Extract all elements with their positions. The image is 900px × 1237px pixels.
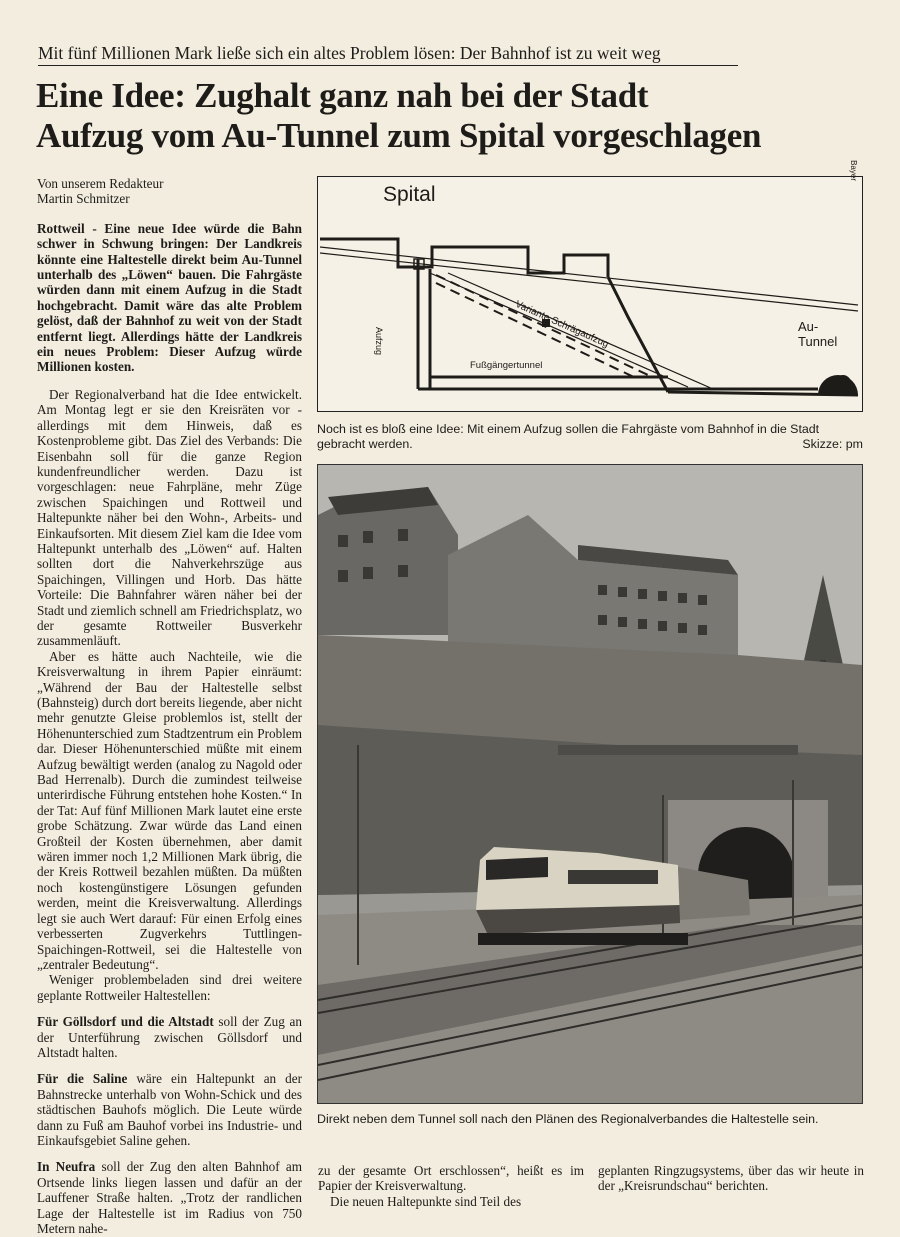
section-neufra — [37, 1159, 302, 1236]
section-saline-text: wäre ein Haltepunkt an der Bahnstrecke unterhalb von Wohn-Schick und des städtischen Bauhofs möglich. Die Leute würde dann zu Fuß am Bauhof vorbei ins Industrie- und Einkaufsgebiet Saline gehen. — [37, 1071, 302, 1148]
sketch-caption-credit: Skizze: pm — [802, 436, 863, 451]
column-3-paragraph: geplanten Ringzugsystems, über das wir heute in der „Kreisrundschau“ berichten. — [598, 1163, 864, 1194]
column-2-paragraph-1: zu der gesamte Ort erschlossen“, heißt es im Papier der Kreisverwaltung. — [318, 1163, 584, 1194]
section-goellsdorf-heading: Für Göllsdorf und die Altstadt — [37, 1014, 214, 1030]
lead-paragraph: Rottweil - Eine neue Idee würde die Bahn schwer in Schwung bringen: Der Landkreis könnte eine Haltestelle direkt beim Au-Tunnel unterhalb des „Löwen“ bauen. Die Fahrgäste würden dann mit einem Aufzug in die Stadt hochgebracht. Damit wäre das alte Problem gelöst, daß der Bahnhof zu weit von der Stadt entfernt liegt. Allerdings hätte der Landkreis ein neues Problem: Dieser Aufzug würde Millionen kosten. — [37, 220, 302, 375]
sketch-label-fussgaengertunnel: Fußgängertunnel — [470, 360, 543, 371]
tunnel-photo — [317, 464, 863, 1104]
headline-line-1: Eine Idee: Zughalt ganz nah bei der Stadt — [36, 76, 649, 115]
headline — [36, 76, 876, 156]
section-neufra-heading: In Neufra — [37, 1159, 96, 1175]
article-column-2 — [318, 1163, 584, 1209]
column-2-paragraph-2: Die neuen Haltepunkte sind Teil des — [330, 1193, 522, 1209]
byline-role: Von unserem Redakteur — [37, 176, 164, 191]
sketch-label-au-tunnel — [798, 319, 837, 349]
sketch-label-au-line-1: Au- — [798, 319, 819, 334]
sketch-drawing — [318, 177, 861, 410]
sketch-label-credit: Bayer — [849, 160, 858, 181]
section-goellsdorf — [37, 1014, 302, 1060]
photo-caption: Direkt neben dem Tunnel soll nach den Plänen des Regionalverbandes die Haltestelle sein. — [317, 1112, 819, 1126]
body-paragraph-2: Aber es hätte auch Nachteile, wie die Kreisverwaltung in ihrem Papier einräumt: „Während der Bau der Haltestelle selbst (Bahnsteig) durch dort bereits liegende, aber nicht mehr genutzte Gleise problemlos ist, stellt der Höhenunterschied zum Stadtzentrum ein Problem dar. Dieser Höhenunterschied müßte mit einem Aufzug bewältigt werden (analog zu Nagold oder Bad Herrenalb). Durch die zumindest teilweise unterirdische Führung entstehen hohe Kosten.“ In der Tat: Auf fünf Millionen Mark lautet eine erste grobe Schätzung. Zwar würde das Land einen Großteil der Kosten übernehmen, aber damit wären immer noch 1,2 Millionen Mark übrig, die der Kreis Rottweil bezahlen müßten. Da müßten noch kostengünstigere Lösungen gefunden werden, meint die Kreisverwaltung. Allerdings legt sie auch Wert darauf: Für einen Erfolg eines verbesserten Zugverkehrs Tuttlingen-Spaichingen-Rottweil, sei die Haltestelle von „zentraler Bedeutung“. — [37, 648, 302, 972]
sketch-label-aufzug: Aufzug — [374, 327, 384, 356]
sketch-label-variante: Variante Schrägaufzug — [513, 299, 611, 351]
section-goellsdorf-text: soll der Zug an der Unterführung zwischen Göllsdorf und Altstadt halten. — [37, 1014, 302, 1060]
body-paragraph-1: Der Regionalverband hat die Idee entwickelt. Am Montag legt er sie den Kreisräten vor - allerdings mit dem Hinweis, daß es Kostenprobleme gibt. Das Ziel des Verbands: Die Eisenbahn soll für die ganze Region kundenfreundlicher werden. Dazu ist vorgeschlagen: neue Fahrpläne, mehr Züge zwischen Spaichingen und Rottweil und Haltepunkte näher bei den Wohn-, Arbeits- und Einkaufsorten. Mit diesem Ziel kam die Idee vom Haltepunkt unterhalb des „Löwen“ auf. Halten sollten dort die Nahverkehrszüge aus Spaichingen, Villingen und Horb. Das hätte Vorteile: Die Bahnfahrer wären näher bei der Stadt und ziemlich schnell am Friedrichsplatz, wo der gesamte Rottweiler Busverkehr zusammenläuft. — [37, 386, 302, 649]
section-neufra-text: soll der Zug den alten Bahnhof am Ortsende links liegen lassen und dafür an der Lauffener Straße halten. „Trotz der randlichen Lage der Haltestelle ist im Radius von 750 Metern nahe- — [37, 1159, 302, 1236]
sketch-caption-text: Noch ist es bloß eine Idee: Mit einem Aufzug sollen die Fahrgäste vom Bahnhof in die Stadt gebracht werden. — [317, 422, 820, 451]
byline-author: Martin Schmitzer — [37, 191, 130, 207]
sketch-diagram — [317, 160, 863, 412]
byline — [37, 176, 302, 207]
section-saline — [37, 1071, 302, 1148]
sketch-label-spital: Spital — [383, 183, 436, 206]
body-paragraph-3: Weniger problembeladen sind drei weitere geplante Rottweiler Haltestellen: — [37, 972, 302, 1003]
article-column-1 — [37, 176, 302, 1236]
tunnel-photo-image — [318, 465, 862, 1103]
article-column-3 — [598, 1163, 864, 1194]
headline-line-2: Aufzug vom Au-Tunnel zum Spital vorgeschlagen — [36, 116, 762, 155]
kicker: Mit fünf Millionen Mark ließe sich ein altes Problem lösen: Der Bahnhof ist zu weit weg — [38, 42, 738, 66]
section-saline-heading: Für die Saline — [37, 1071, 128, 1087]
sketch-caption — [317, 422, 863, 451]
sketch-label-au-line-2: Tunnel — [798, 334, 838, 349]
